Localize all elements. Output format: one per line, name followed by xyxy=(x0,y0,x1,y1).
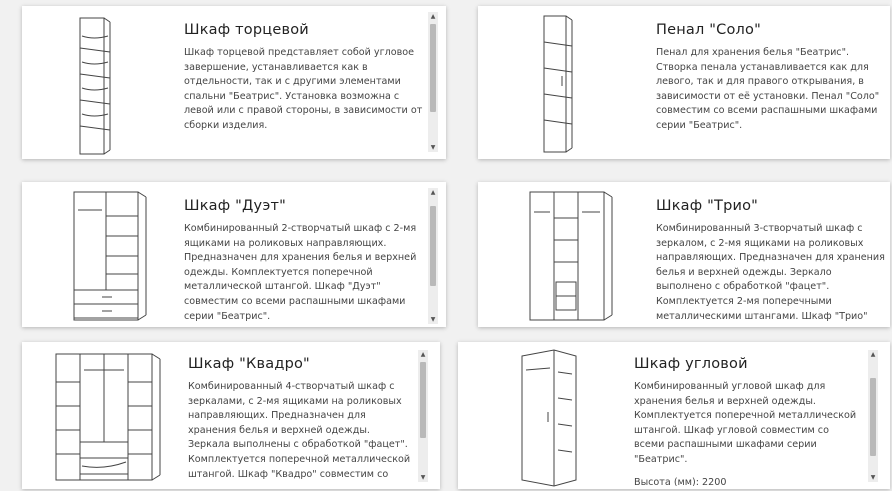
product-title: Шкаф угловой xyxy=(634,356,748,372)
product-title: Шкаф торцевой xyxy=(184,22,309,38)
product-card-corner-wardrobe[interactable] xyxy=(458,342,890,489)
product-description xyxy=(188,380,414,486)
product-card-end-cabinet[interactable] xyxy=(22,6,446,159)
scrollbar[interactable] xyxy=(428,188,438,324)
product-description xyxy=(656,46,888,151)
three-door-wardrobe-drawing xyxy=(478,182,628,327)
scrollbar[interactable] xyxy=(428,12,438,152)
scroll-down-arrow-icon[interactable]: ▼ xyxy=(430,144,436,151)
product-card-trio[interactable] xyxy=(478,182,890,327)
product-description xyxy=(184,222,424,324)
product-card-duet[interactable] xyxy=(22,182,446,327)
scroll-up-arrow-icon[interactable]: ▲ xyxy=(430,189,436,196)
product-height-spec: Высота (мм): 2200 xyxy=(634,476,727,486)
product-title: Шкаф "Трио" xyxy=(656,198,759,214)
scrollbar-thumb[interactable] xyxy=(430,24,436,112)
scroll-down-arrow-icon[interactable]: ▼ xyxy=(870,474,876,481)
product-description xyxy=(184,46,426,151)
product-title: Шкаф "Квадро" xyxy=(188,356,310,372)
four-door-wardrobe-drawing xyxy=(22,342,172,489)
product-title: Шкаф "Дуэт" xyxy=(184,198,287,214)
scroll-up-arrow-icon[interactable]: ▲ xyxy=(870,351,876,358)
product-description xyxy=(656,222,888,324)
scroll-up-arrow-icon[interactable]: ▲ xyxy=(420,351,426,358)
product-description-text: Комбинированный 3-створчатый шкаф с зеркалом, с 2-мя ящиками на роликовых направляющих. Предназначен для хранения белья и верхней одежды. Зеркало выполнено с обработкой "фацет". Комплектуется 2-мя поперечными металлическими штангами. Шкаф "Трио" xyxy=(656,223,885,322)
scrollbar-thumb[interactable] xyxy=(870,378,876,456)
product-card-kvadro[interactable] xyxy=(22,342,440,489)
corner-wardrobe-drawing xyxy=(458,342,628,489)
scrollbar[interactable] xyxy=(418,350,428,482)
product-title: Пенал "Соло" xyxy=(656,22,761,38)
product-card-solo[interactable] xyxy=(478,6,890,159)
scrollbar-thumb[interactable] xyxy=(420,362,426,438)
product-description-text: Пенал для хранения белья "Беатрис". Створка пенала устанавливается как для левого, так и для правого открывания, в зависимости от её установки. Пенал "Соло" совместим со всеми распашными шкафами серии "Беатрис". xyxy=(656,47,880,131)
two-door-wardrobe-drawing xyxy=(22,182,172,327)
product-description-text: Комбинированный угловой шкаф для хранения белья и верхней одежды. Комплектуется поперечной металлической штангой. Шкаф угловой совместим со всеми распашными шкафами серии "Беатрис". xyxy=(634,381,857,465)
product-description-text: Шкаф торцевой представляет собой угловое завершение, устанавливается как в отдельности, так и с другими элементами спальни "Беатрис". Установка возможна с левой или с правой стороны, в зависимости от сборки изделия. xyxy=(184,47,423,131)
corner-end-cabinet-drawing xyxy=(22,6,172,159)
product-description-text: Комбинированный 4-створчатый шкаф с зеркалами, с 2-мя ящиками на роликовых направляющих. Предназначен для хранения белья и верхней одежды. Зеркала выполнены с обработкой "фацет". Комплектуется поперечной металлической штангой. Шкаф "Квадро" совместим со xyxy=(188,381,411,480)
product-description-text: Комбинированный 2-створчатый шкаф с 2-мя ящиками на роликовых направляющих. Предназначен для хранения белья и верхней одежды. Комплектуется поперечной металлической штангой. Шкаф "Дуэт" совместим со всеми распашными шкафами серии "Беатрис". xyxy=(184,223,417,322)
product-description xyxy=(634,380,862,486)
scroll-down-arrow-icon[interactable]: ▼ xyxy=(430,316,436,323)
scroll-down-arrow-icon[interactable]: ▼ xyxy=(420,474,426,481)
scrollbar[interactable] xyxy=(868,350,878,482)
scroll-up-arrow-icon[interactable]: ▲ xyxy=(430,13,436,20)
scrollbar-thumb[interactable] xyxy=(430,206,436,286)
narrow-cabinet-drawing xyxy=(478,6,628,159)
